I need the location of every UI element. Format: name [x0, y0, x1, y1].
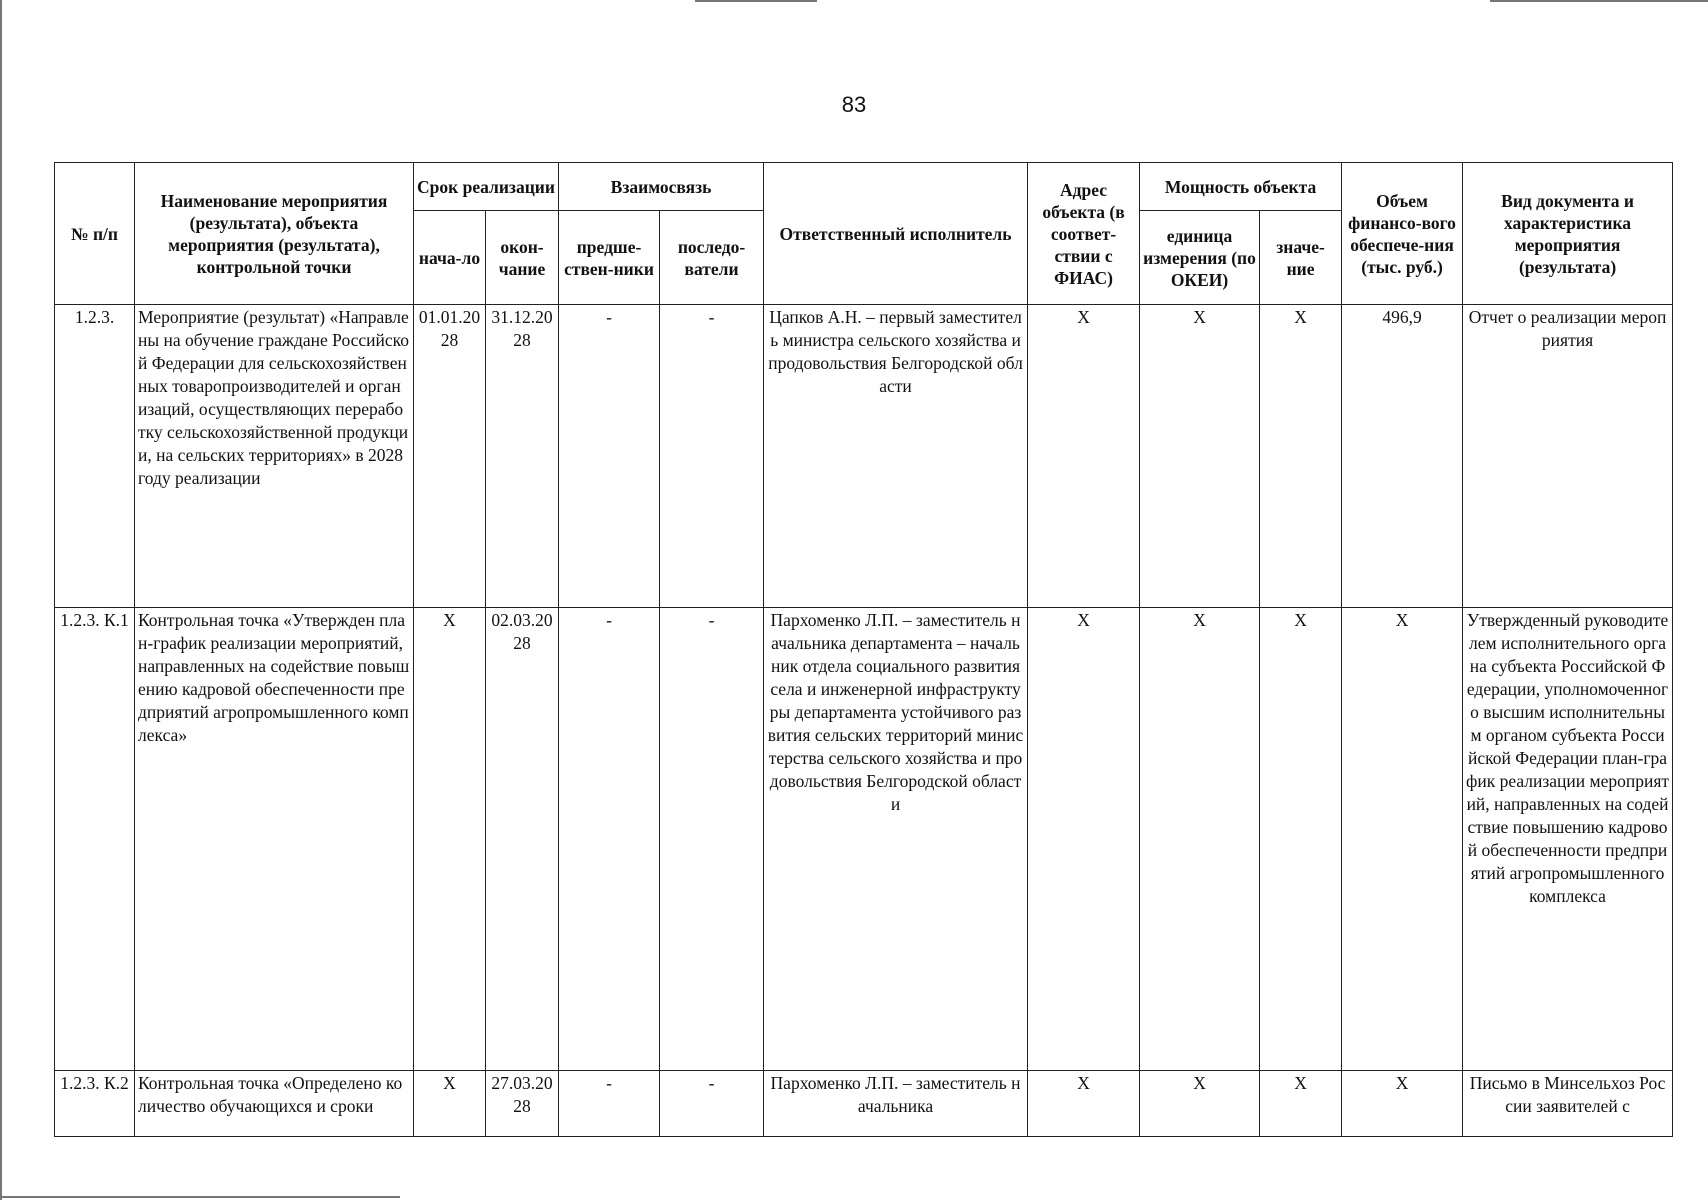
row-prev: - — [559, 608, 660, 1071]
row-value: X — [1260, 608, 1342, 1071]
row-address: X — [1028, 608, 1140, 1071]
row-address: X — [1028, 1071, 1140, 1137]
row-value: X — [1260, 1071, 1342, 1137]
scan-edge-bottom — [0, 1196, 400, 1198]
header-row-top — [55, 163, 1673, 211]
row-num: 1.2.3. К.2 — [55, 1071, 135, 1137]
row-finance: 496,9 — [1342, 305, 1463, 608]
header-capacity: Мощность объекта — [1140, 163, 1342, 211]
row-finance: X — [1342, 608, 1463, 1071]
header-link: Взаимосвязь — [559, 163, 764, 211]
row-doc: Письмо в Минсельхоз России заявителей с — [1463, 1071, 1673, 1137]
row-responsible: Цапков А.Н. – первый заместитель министра сельского хозяйства и продовольствия Белгородской области — [764, 305, 1028, 608]
header-doc-type: Вид документа и характеристика мероприятия (результата) — [1463, 163, 1673, 305]
row-unit: X — [1140, 1071, 1260, 1137]
page-number: 83 — [841, 92, 867, 117]
header-address: Адрес объекта (в соответ-ствии с ФИАС) — [1028, 163, 1140, 305]
table-row — [55, 608, 1673, 1071]
row-num: 1.2.3. — [55, 305, 135, 608]
table-row — [55, 1071, 1673, 1137]
row-name: Контрольная точка «Утвержден план-график реализации мероприятий, направленных на содействие повышению кадровой обеспеченности предприятий агропромышленного комплекса» — [135, 608, 414, 1071]
header-term: Срок реализации — [414, 163, 559, 211]
row-end: 02.03.2028 — [486, 608, 559, 1071]
row-unit: X — [1140, 305, 1260, 608]
row-responsible: Пархоменко Л.П. – заместитель начальника департамента – начальник отдела социального развития села и инженерной инфраструктуры департамента устойчивого развития сельских территорий министерства сельского хозяйства и продовольствия Белгородской области — [764, 608, 1028, 1071]
header-num: № п/п — [55, 163, 135, 305]
row-start: X — [414, 608, 486, 1071]
row-start: X — [414, 1071, 486, 1137]
row-start: 01.01.2028 — [414, 305, 486, 608]
plan-table — [54, 162, 1673, 1137]
row-end: 31.12.2028 — [486, 305, 559, 608]
header-term-start: нача-ло — [414, 211, 486, 305]
header-term-end: окон-чание — [486, 211, 559, 305]
table-row — [55, 305, 1673, 608]
header-finance: Объем финансо-вого обеспече-ния (тыс. руб.) — [1342, 163, 1463, 305]
row-next: - — [660, 1071, 764, 1137]
header-link-prev: предше-ствен-ники — [559, 211, 660, 305]
row-address: X — [1028, 305, 1140, 608]
row-responsible: Пархоменко Л.П. – заместитель начальника — [764, 1071, 1028, 1137]
row-doc: Отчет о реализации мероприятия — [1463, 305, 1673, 608]
row-value: X — [1260, 305, 1342, 608]
row-prev: - — [559, 1071, 660, 1137]
header-name: Наименование мероприятия (результата), объекта мероприятия (результата), контрольной точки — [135, 163, 414, 305]
row-next: - — [660, 305, 764, 608]
row-doc: Утвержденный руководителем исполнительного органа субъекта Российской Федерации, уполномоченного высшим исполнительным органом субъекта Российской Федерации план-график реализации мероприятий, направленных на содействие повышению кадровой обеспеченности предприятий агропромышленного комплекса — [1463, 608, 1673, 1071]
scan-edge-top-2 — [1490, 0, 1708, 2]
scan-edge-top-1 — [695, 0, 817, 2]
row-next: - — [660, 608, 764, 1071]
row-end: 27.03.2028 — [486, 1071, 559, 1137]
row-num: 1.2.3. К.1 — [55, 608, 135, 1071]
scan-edge-left — [0, 0, 2, 1200]
row-prev: - — [559, 305, 660, 608]
header-capacity-unit: единица измерения (по ОКЕИ) — [1140, 211, 1260, 305]
header-responsible: Ответственный исполнитель — [764, 163, 1028, 305]
header-link-next: последо-ватели — [660, 211, 764, 305]
header-capacity-value: значе-ние — [1260, 211, 1342, 305]
row-finance: X — [1342, 1071, 1463, 1137]
row-name: Контрольная точка «Определено количество обучающихся и сроки — [135, 1071, 414, 1137]
row-unit: X — [1140, 608, 1260, 1071]
row-name: Мероприятие (результат) «Направлены на обучение граждане Российской Федерации для сельскохозяйственных товаропроизводителей и организаций, осуществляющих переработку сельскохозяйственной продукции, на сельских территориях» в 2028 году реализации — [135, 305, 414, 608]
